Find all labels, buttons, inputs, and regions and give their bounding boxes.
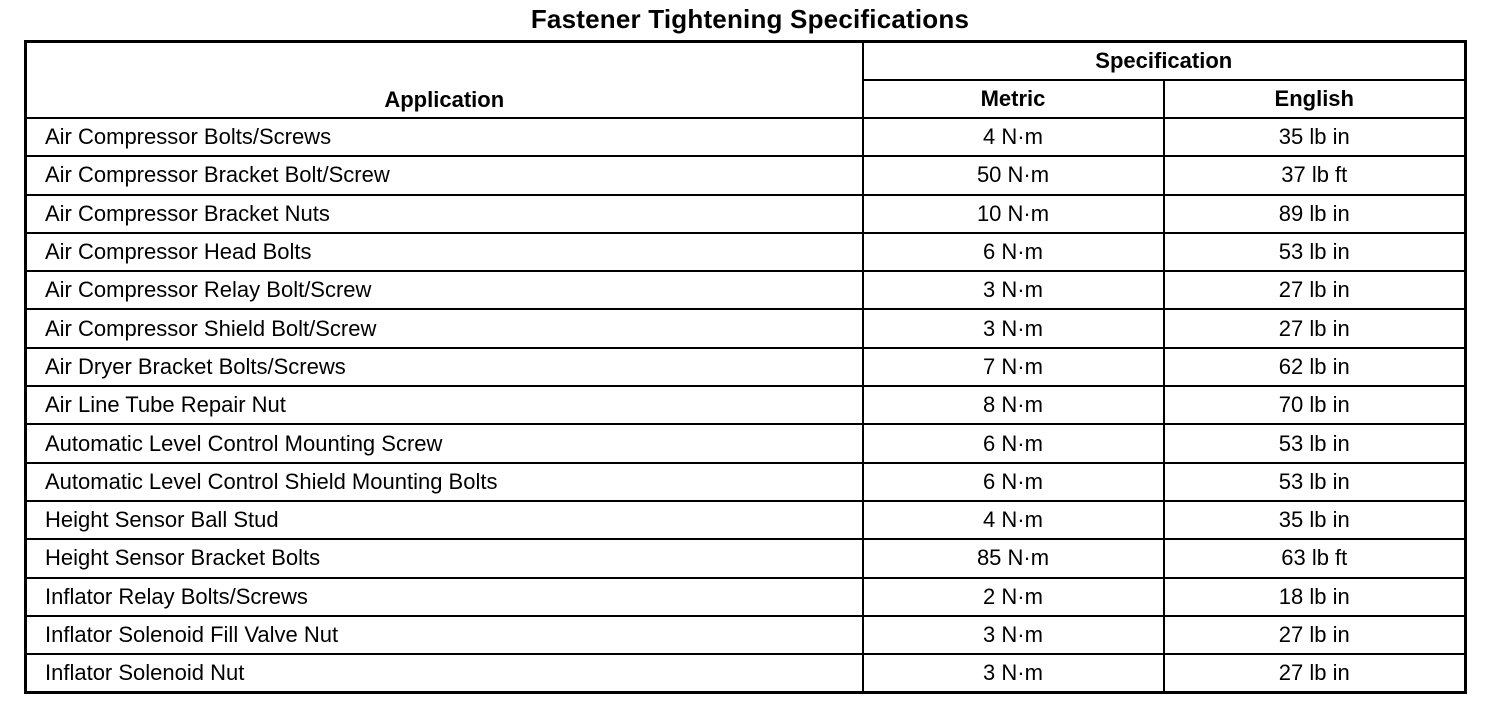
- cell-english: 62 lb in: [1164, 348, 1466, 386]
- table-row: [26, 233, 1466, 271]
- table-row: [26, 118, 1466, 156]
- cell-english: 35 lb in: [1164, 118, 1466, 156]
- cell-metric: 3 N·m: [863, 616, 1164, 654]
- cell-english: 27 lb in: [1164, 309, 1466, 347]
- table-row: [26, 578, 1466, 616]
- cell-application: Air Compressor Bracket Nuts: [26, 195, 863, 233]
- header-english: English: [1164, 80, 1466, 118]
- cell-metric: 6 N·m: [863, 463, 1164, 501]
- header-specification: Specification: [863, 42, 1466, 81]
- cell-english: 53 lb in: [1164, 233, 1466, 271]
- cell-metric: 8 N·m: [863, 386, 1164, 424]
- cell-application: Air Dryer Bracket Bolts/Screws: [26, 348, 863, 386]
- table-row: [26, 616, 1466, 654]
- cell-application: Air Line Tube Repair Nut: [26, 386, 863, 424]
- cell-metric: 4 N·m: [863, 118, 1164, 156]
- cell-english: 53 lb in: [1164, 463, 1466, 501]
- cell-metric: 2 N·m: [863, 578, 1164, 616]
- cell-english: 63 lb ft: [1164, 539, 1466, 577]
- header-metric: Metric: [863, 80, 1164, 118]
- table-header: [26, 42, 1466, 119]
- cell-application: Air Compressor Shield Bolt/Screw: [26, 309, 863, 347]
- cell-english: 27 lb in: [1164, 654, 1466, 693]
- cell-application: Inflator Solenoid Fill Valve Nut: [26, 616, 863, 654]
- fastener-spec-table: [24, 40, 1467, 694]
- cell-metric: 3 N·m: [863, 654, 1164, 693]
- cell-english: 89 lb in: [1164, 195, 1466, 233]
- cell-application: Height Sensor Bracket Bolts: [26, 539, 863, 577]
- table-row: [26, 424, 1466, 462]
- table-row: [26, 309, 1466, 347]
- table-row: [26, 539, 1466, 577]
- table-row: [26, 195, 1466, 233]
- cell-application: Air Compressor Relay Bolt/Screw: [26, 271, 863, 309]
- cell-metric: 10 N·m: [863, 195, 1164, 233]
- cell-application: Air Compressor Bolts/Screws: [26, 118, 863, 156]
- cell-metric: 6 N·m: [863, 424, 1164, 462]
- cell-metric: 85 N·m: [863, 539, 1164, 577]
- cell-application: Automatic Level Control Mounting Screw: [26, 424, 863, 462]
- cell-application: Height Sensor Ball Stud: [26, 501, 863, 539]
- cell-metric: 7 N·m: [863, 348, 1164, 386]
- table-row: [26, 654, 1466, 693]
- page-title: Fastener Tightening Specifications: [530, 4, 970, 34]
- cell-english: 27 lb in: [1164, 616, 1466, 654]
- cell-english: 70 lb in: [1164, 386, 1466, 424]
- cell-application: Automatic Level Control Shield Mounting Bolts: [26, 463, 863, 501]
- table-row: [26, 348, 1466, 386]
- table-body: [26, 118, 1466, 693]
- cell-application: Air Compressor Head Bolts: [26, 233, 863, 271]
- header-application: Application: [26, 42, 863, 119]
- cell-metric: 50 N·m: [863, 156, 1164, 194]
- table-row: [26, 501, 1466, 539]
- cell-application: Inflator Solenoid Nut: [26, 654, 863, 693]
- cell-application: Air Compressor Bracket Bolt/Screw: [26, 156, 863, 194]
- cell-metric: 3 N·m: [863, 271, 1164, 309]
- cell-metric: 6 N·m: [863, 233, 1164, 271]
- cell-english: 37 lb ft: [1164, 156, 1466, 194]
- cell-english: 18 lb in: [1164, 578, 1466, 616]
- cell-metric: 4 N·m: [863, 501, 1164, 539]
- cell-metric: 3 N·m: [863, 309, 1164, 347]
- cell-english: 53 lb in: [1164, 424, 1466, 462]
- table-row: [26, 463, 1466, 501]
- table-row: [26, 386, 1466, 424]
- cell-application: Inflator Relay Bolts/Screws: [26, 578, 863, 616]
- cell-english: 35 lb in: [1164, 501, 1466, 539]
- cell-english: 27 lb in: [1164, 271, 1466, 309]
- table-row: [26, 271, 1466, 309]
- table-row: [26, 156, 1466, 194]
